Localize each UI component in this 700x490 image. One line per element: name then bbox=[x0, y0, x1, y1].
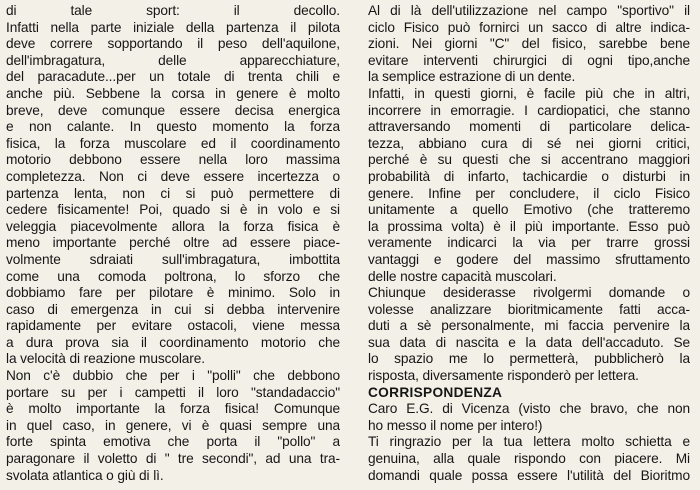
text-line: Chiunque desiderasse rivolgermi domande o bbox=[368, 285, 690, 301]
text-line: portare su per i campetti il loro "standadaccio" bbox=[6, 384, 340, 400]
text-line: Ti ringrazio per la tua lettera molto schietta e bbox=[368, 434, 690, 450]
text-line: Caro E.G. di Vicenza (visto che bravo, che non bbox=[368, 401, 690, 417]
text-line: Infatti nella parte iniziale della partenza il pilota bbox=[6, 19, 340, 35]
text-line: unitamente a quello Emotivo (che tratteremo bbox=[368, 202, 690, 218]
text-line: delle nostre capacità muscolari. bbox=[368, 268, 557, 284]
text-line: domandi quale possa essere l'utilità del Bioritmo bbox=[368, 467, 690, 483]
text-line: genere. Infine per concludere, il ciclo Fisico bbox=[368, 185, 690, 201]
text-line: sua data di nascita e la data dell'accaduto. Se bbox=[368, 334, 690, 350]
text-line: attraversando momenti di particolare delica- bbox=[368, 119, 690, 135]
text-line: ho messo il nome per intero!) bbox=[368, 417, 543, 433]
text-line: caso di emergenza in cui si debba intervenire bbox=[6, 301, 340, 317]
text-line: forte spinta emotiva che porta il "pollo" a bbox=[6, 434, 340, 450]
text-line: Non c'è dubbio che per i "polli" che debbono bbox=[6, 368, 340, 384]
text-line: dell'imbragatura, delle apparecchiature, bbox=[6, 52, 340, 68]
text-line: è molto importante la forza fisica! Comunque bbox=[6, 401, 340, 417]
text-line: volmente sdraiati sull'imbragatura, imbottita bbox=[6, 251, 340, 267]
text-line: cedere fisicamente! Poi, quado si è in volo e si bbox=[6, 202, 340, 218]
text-line: partenza lenta, non ci si può permettere di bbox=[6, 185, 340, 201]
text-line: Al di là dell'utilizzazione nel campo "sportivo" il bbox=[368, 3, 690, 18]
text-line: completezza. Non ci deve essere incertezza o bbox=[6, 168, 340, 184]
text-line: la semplice estrazione di un dente. bbox=[368, 69, 576, 85]
text-line: rapidamente per evitare ostacoli, viene messa bbox=[6, 318, 340, 334]
text-line: tezza, abbiano cura di sé nei giorni critici, bbox=[368, 135, 690, 151]
text-line: veleggia piacevolmente allora la forza fisica è bbox=[6, 218, 340, 234]
text-line: ciclo Fisico può fornirci un sacco di altre indica- bbox=[368, 19, 690, 35]
text-line: la velocità di reazione muscolare. bbox=[6, 351, 205, 367]
text-line: duti a sè personalmente, mi faccia pervenire la bbox=[368, 318, 690, 334]
text-line: paragonare il voletto di " tre secondi", ad una tra- bbox=[6, 451, 340, 467]
text-line: in quel caso, in genere, vi è quasi sempre una bbox=[6, 417, 340, 433]
text-line: volesse analizzare bioritmicamente fatti acca- bbox=[368, 301, 690, 317]
text-line: Infatti, in questi giorni, è facile più che in altri, bbox=[368, 85, 690, 101]
text-line: a dura prova sia il coordinamento motorio che bbox=[6, 334, 340, 350]
text-line: lo spazio me lo permetterà, pubblicherò la bbox=[368, 351, 690, 367]
text-line: fisica, la forza muscolare ed il coordinamento bbox=[6, 135, 340, 151]
text-line: vantaggi e godere del massimo sfruttamento bbox=[368, 251, 690, 267]
text-line: genuina, alla quale rispondo con piacere. Mi bbox=[368, 451, 690, 467]
text-line: e non calante. In questo momento la forza bbox=[6, 119, 340, 135]
text-line: evitare interventi chirurgici di ogni tipo,anche bbox=[368, 52, 690, 68]
text-line: incorrere in emorragie. I cardiopatici, che stanno bbox=[368, 102, 690, 118]
text-line: motorio debbono essere nella loro massima bbox=[6, 152, 340, 168]
text-line: deve correre sopportando il peso dell'aquilone, bbox=[6, 36, 340, 52]
text-line: anche più. Sebbene la corsa in genere è molto bbox=[6, 85, 340, 101]
text-line: svolata atlantica o giù di lì. bbox=[6, 467, 164, 483]
text-line: breve, deve comunque essere decisa energica bbox=[6, 102, 340, 118]
text-line: probabilità di infarto, tachicardie o disturbi in bbox=[368, 168, 690, 184]
text-line: perché è su questi che si accentrano maggiori bbox=[368, 152, 690, 168]
text-line: meno importante perché oltre ad essere piace- bbox=[6, 235, 340, 251]
left-column bbox=[6, 3, 340, 484]
text-line: come una comoda poltrona, lo sforzo che bbox=[6, 268, 340, 284]
text-line: zioni. Nei giorni "C" del fisico, sarebbe bene bbox=[368, 36, 690, 52]
text-line: risposta, diversamente risponderò per lettera. bbox=[368, 368, 639, 384]
section-heading: CORRISPONDENZA bbox=[368, 384, 503, 400]
text-line: veramente indicarci la via per trarre grossi bbox=[368, 235, 690, 251]
text-line: di tale sport: il decollo. bbox=[6, 3, 340, 18]
text-line: del paracadute...per un totale di trenta chili e bbox=[6, 69, 340, 85]
right-column bbox=[368, 3, 690, 484]
text-line: dobbiamo fare per pilotare è minimo. Solo in bbox=[6, 285, 340, 301]
text-line: la prossima volta) è il più importante. Esso può bbox=[368, 218, 690, 234]
